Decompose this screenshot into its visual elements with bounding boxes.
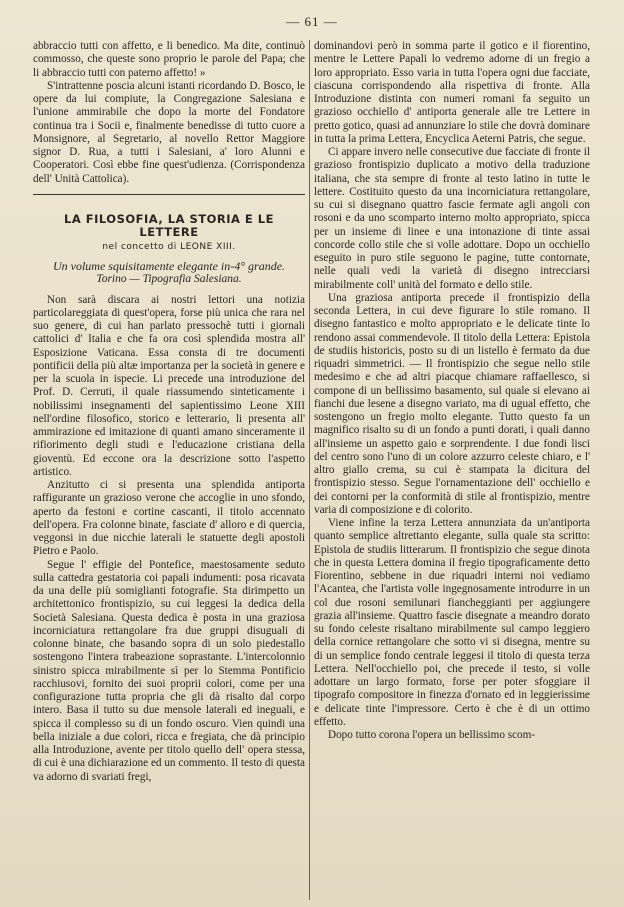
paragraph-audience: S'intrattenne poscia alcuni istanti ricordando D. Bosco, le opere da lui compiute, la Congregazione Salesiana e l'unione ammirabile che dopo la morte del Fondatore continua tra i Socii e, finalmente benedisse di tutto cuore a Monsignore, al Segretario, al novello Rettor Maggiore signor D. Rua, a tutti i Salesiani, a' loro Alunni e Cooperatori. Così ebbe fine quest'udienza. (Corrispondenza dell' Unità Cattolica). — [33, 79, 305, 185]
section-title: LA FILOSOFIA, LA STORIA E LE LETTERE — [64, 211, 274, 239]
right-column — [314, 40, 590, 742]
column-rule — [309, 40, 310, 900]
page-number: — 61 — — [286, 14, 338, 29]
paragraph-intro: Non sarà discara ai nostri lettori una notizia particolareggiata di quest'opera, forse più unica che rara nel suo genere, di cui han parlato pressochè tutti i giornali cattolici d' Italia e che fa ora così splendida mostra all' Esposizione Vaticana. Essa consta di tre documenti pontificii della più altæ importanza per la società in genere e per la scuola in ispecie. Li precede una introduzione del Prof. D. Cerruti, il quale riassumendo sinteticamente i nobilissimi insegnamenti del sapientissimo Leone XIII nell'ordine filosofico, storico e letterario, li presenta all' ammirazione ed imitazione di quanti amano sinceramente il rifiorimento degli studi e l'educazione cristiana della gioventù. Ed eccone ora la descrizione sotto l'aspetto artistico. — [33, 293, 305, 478]
paragraph-effigie: Segue l' effigie del Pontefice, maestosamente seduto sulla cattedra gestatoria coi papali indumenti: posa ricavata da una delle più somiglianti fotografie. Sta dirimpetto un architettonico frontispizio, su cui leggesi la dedica della Società Salesiana. Questa dedica è posta in una graziosa incorniciatura rettangolare fra due gruppi disuguali di colonne binate, che basando sopra di un solo piedestallo sostengono l'intera trabeazione soprastante. L'intercolonnio sinistro spicca mirabilmente sì per lo Stemma Pontificio racchiusovi, fornito dei suoi proprii colori, come per una configurazione tutta propria che gli dà risalto dal corpo intero. Basa il tutto su due mensole laterali ed ineguali, e spicca il complesso su di un fondo oscuro. Vien quindi una bella iniziale a due colori, ricca e fregiata, che dà principio alla Introduzione, avente per titolo quello dell' opera stessa, di cui è una dichiarazione ed un commento. Il testo di questa va adorno di svariati fregi, — [33, 558, 305, 783]
paragraph-continuation: abbraccio tutti con affetto, e li benedico. Ma dite, continuò commosso, che queste sono proprio le parole del Papa; che li abbraccio tutti con paterno affetto! » — [33, 40, 305, 79]
section-divider — [33, 194, 305, 195]
paragraph-second-letter: Una graziosa antiporta precede il frontispizio della seconda Lettera, in cui deve figurare lo stile romano. Il disegno fantastico e molto appropriato e le delicate tinte lo rendono assai commendevole. Il titolo della Lettera: Epistola de studiis historicis, posto su di un listello è fermato da due riquadri simmetrici. — Il frontispizio che segue nello stile medesimo e che ad altri piacque chiamare raffaellesco, si compone di un bellissimo basamento, sul quale si elevano ai fianchi due lesene a disegno variato, ma di ugual effetto, che sostengono un fregio molto elegante. Tutto questo fa un magnifico risalto su di un fondo a punti dorati, i quali danno all'insieme un aspetto gaio e sorprendente. I due fondi lisci del centro sono l'uno di un colore azzurro celeste chiaro, e l' altro giallo crema, su cui è stampata la dicitura del frontispizio stesso. Segue l'ornamentazione dell' occhiello e dei contorni per la conformità di stile al frontispizio, mentre varia di composizione e di colorito. — [314, 291, 590, 516]
left-column — [33, 40, 305, 784]
paragraph-first-letter: Ci appare invero nelle consecutive due facciate di fronte il grazioso frontispizio duplicato a motivo della traduzione italiana, che sta sempre di fronte al testo latino in tutte le lettere. Costituito questo da una incorniciatura rettangolare, su cui si disegnano quattro fascie fermate agli angoli con rosoni e da uno scomparto interno molto appropriato, spicca per un insieme di linee e una intonazione di tinte assai concorde collo stile che si volle adottare. Dopo un occhiello eseguito in puro stile seguono le pagine, tutte contornate, nelle quali vedi la varietà di disegno intrecciarsi mirabilmente coll' unità del formato e dello stile. — [314, 146, 590, 291]
section-subtitle: nel concetto di LEONE XIII. — [102, 242, 236, 253]
section-publisher: Torino — Tipografia Salesiana. — [96, 272, 242, 285]
section-description: Un volume squisitamente elegante in-4° grande. — [52, 258, 286, 273]
paragraph-third-letter: Viene infine la terza Lettera annunziata da un'antiporta quanto semplice altrettanto elegante, sulla quale sta scritto: Epistola de studiis litterarum. Il frontispizio che segue dinota che in questa Lettera domina il fregio tipograficamente detto Fiorentino, sebbene in due riquadri interni noi vediamo l'Acantea, che l'artista volle ingegnosamente introdurre in un col due rosoni semilunari fiancheggianti per aggiungere grazia all'insieme. Quattro fascie disegnate a meandro dorato su fondo celeste risaltano mirabilmente sul campo leggiero della cornice rettangolare che sotto vi si disegna, mentre su di un semplice fondo centrale leggesi il titolo di questa terza Lettera. Nell'occhiello poi, che precede il testo, si volle adottare un largo formato, forse per poter sfoggiare il tipografo compositore in finezza d'ornato ed in leggierissime e delicate tinte l'impressore. Certo è che è di un ottimo effetto. — [314, 517, 590, 728]
paragraph-continuation-right: dominandovi però in somma parte il gotico e il fiorentino, mentre le Lettere Papali lo vedremo adorne di un fregio a loro appropriato. Esso varia in tutta l'opera ogni due facciate, ciascuna corrispondendo alla rispettiva di fronte. Alla Introduzione distinta con numeri romani fa seguito un grazioso occhiello d' antiporta generale alle tre Lettere in pretto gotico, quasi ad annunziare lo stile che dovrà dominare in tutta la prima Lettera, Encyclica Aeterni Patris, che segue. — [314, 40, 590, 145]
paragraph-antiporta: Anzitutto ci si presenta una splendida antiporta raffigurante un grazioso verone che accoglie in uno sfondo, aperto da festoni e cortine cascanti, il titolo accennato dell'opera. Fra colonne binate, fasciate d' alloro e di quercia, veggonsi in due nicchie laterali le statuette degli apostoli Pietro e Paolo. — [33, 479, 305, 558]
paragraph-final: Dopo tutto corona l'opera un bellissimo scom- — [328, 729, 536, 741]
